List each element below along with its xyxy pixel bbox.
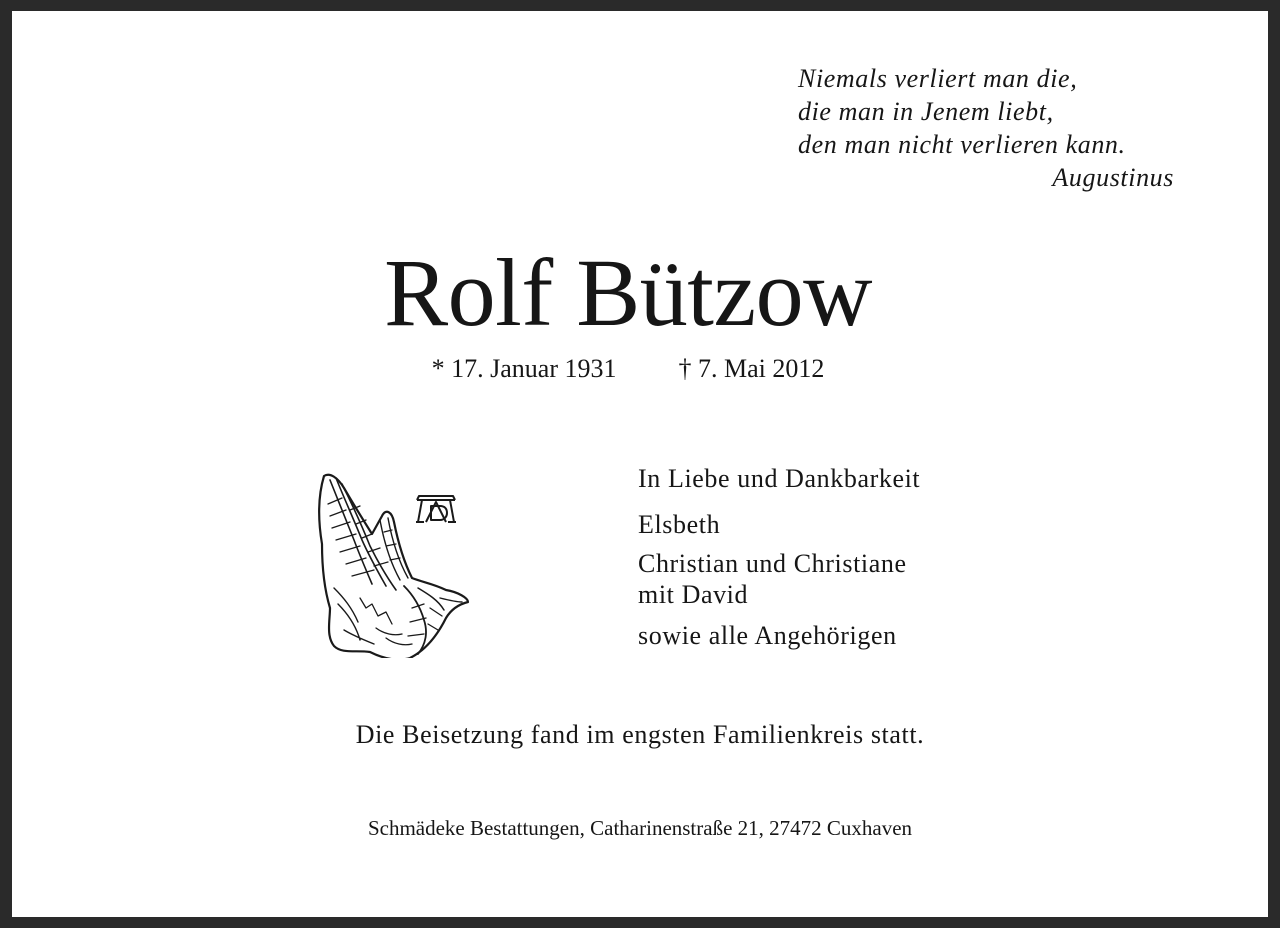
birth-date: * 17. Januar 1931 — [431, 354, 617, 383]
monogram-mark — [416, 496, 456, 522]
quote-line: die man in Jenem liebt, — [798, 97, 1054, 126]
burial-note: Die Beisetzung fand im engsten Familienkreis statt. — [355, 720, 925, 749]
praying-hands-icon — [300, 458, 470, 658]
family-intro: In Liebe und Dankbarkeit — [638, 464, 921, 493]
quote-author: Augustinus — [1052, 163, 1174, 192]
family-block — [638, 462, 920, 651]
family-member: sowie alle Angehörigen — [638, 621, 897, 650]
quote-line: Niemals verliert man die, — [798, 64, 1078, 93]
deceased-name: Rolf Bützow — [384, 239, 872, 346]
family-member: Elsbeth — [638, 510, 721, 539]
death-date: † 7. Mai 2012 — [678, 354, 825, 383]
quote-line: den man nicht verlieren kann. — [798, 130, 1126, 159]
undertaker-address: Schmädeke Bestattungen, Catharinenstraße 21, 27472 Cuxhaven — [367, 816, 913, 840]
family-member: mit David — [638, 580, 749, 609]
quote-block — [798, 62, 1174, 194]
life-dates — [0, 352, 1256, 386]
family-member: Christian und Christiane — [638, 549, 907, 578]
